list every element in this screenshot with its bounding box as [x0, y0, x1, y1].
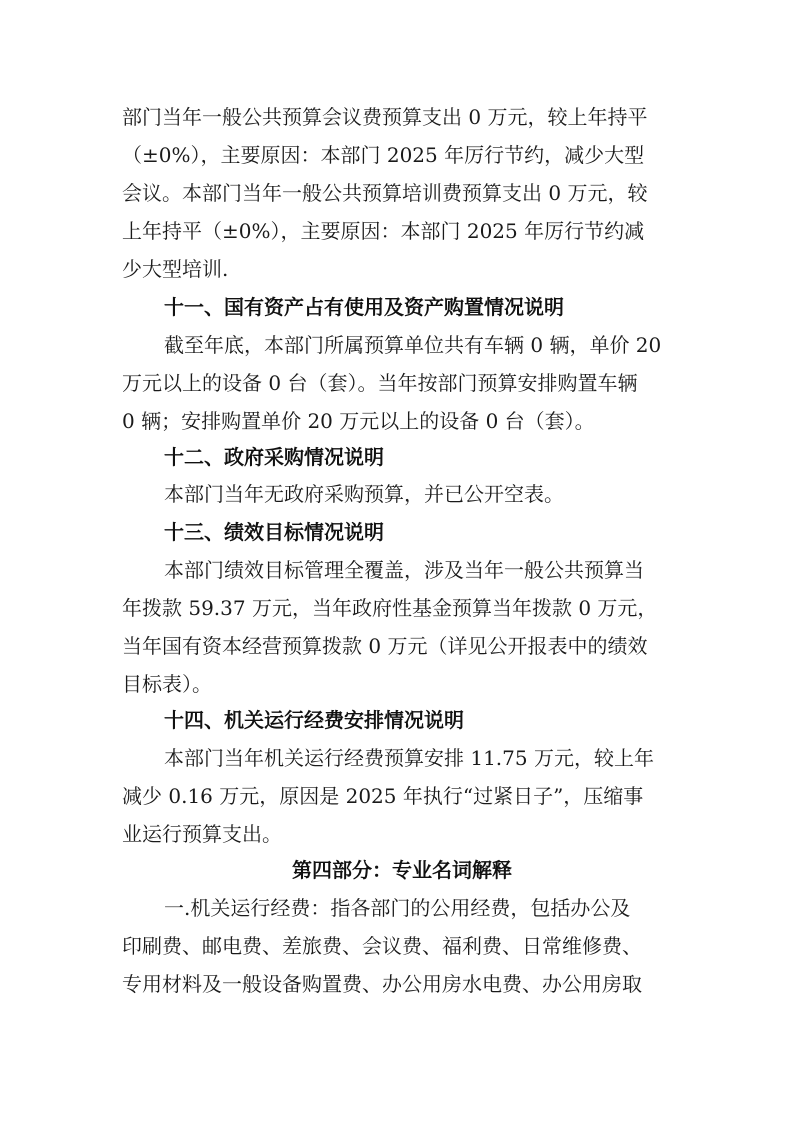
paragraph-line: 本部门绩效目标管理全覆盖，涉及当年一般公共预算当: [164, 558, 644, 582]
paragraph-line: 部门当年一般公共预算会议费预算支出 0 万元，较上年持平: [122, 105, 648, 129]
paragraph-line: 本部门当年无政府采购预算，并已公开空表。: [164, 482, 564, 506]
paragraph-line: 本部门当年机关运行经费预算安排 11.75 万元，较上年: [164, 746, 654, 770]
paragraph-line: 业运行预算支出。: [122, 822, 282, 846]
paragraph-line: 上年持平（±0%），主要原因：本部门 2025 年厉行节约减: [122, 219, 645, 243]
paragraph-line: 印刷费、邮电费、差旅费、会议费、福利费、日常维修费、: [122, 934, 642, 958]
section-heading-13: 十三、绩效目标情况说明: [164, 520, 384, 544]
paragraph-line: 当年国有资本经营预算拨款 0 万元（详见公开报表中的绩效: [122, 634, 648, 658]
paragraph-line: 0 辆；安排购置单价 20 万元以上的设备 0 台（套）。: [122, 409, 595, 433]
paragraph-line: 万元以上的设备 0 台（套）。当年按部门预算安排购置车辆: [122, 371, 638, 395]
paragraph-line: 年拨款 59.37 万元，当年政府性基金预算当年拨款 0 万元，: [122, 596, 658, 620]
paragraph-line: 目标表）。: [122, 672, 212, 696]
part-heading-4: 第四部分：专业名词解释: [292, 858, 512, 882]
paragraph-line: 少大型培训.: [122, 257, 229, 281]
paragraph-line: 减少 0.16 万元，原因是 2025 年执行“过紧日子”，压缩事: [122, 784, 644, 808]
paragraph-line: 专用材料及一般设备购置费、办公用房水电费、办公用房取: [122, 972, 642, 996]
paragraph-line: 会议。本部门当年一般公共预算培训费预算支出 0 万元，较: [122, 181, 648, 205]
paragraph-line: 截至年底，本部门所属预算单位共有车辆 0 辆，单价 20: [164, 333, 662, 357]
paragraph-line: 一.机关运行经费：指各部门的公用经费，包括办公及: [164, 896, 631, 920]
paragraph-line: （±0%），主要原因：本部门 2025 年厉行节约，减少大型: [122, 143, 645, 167]
section-heading-12: 十二、政府采购情况说明: [164, 445, 384, 469]
section-heading-11: 十一、国有资产占有使用及资产购置情况说明: [164, 295, 564, 319]
section-heading-14: 十四、机关运行经费安排情况说明: [164, 708, 464, 732]
